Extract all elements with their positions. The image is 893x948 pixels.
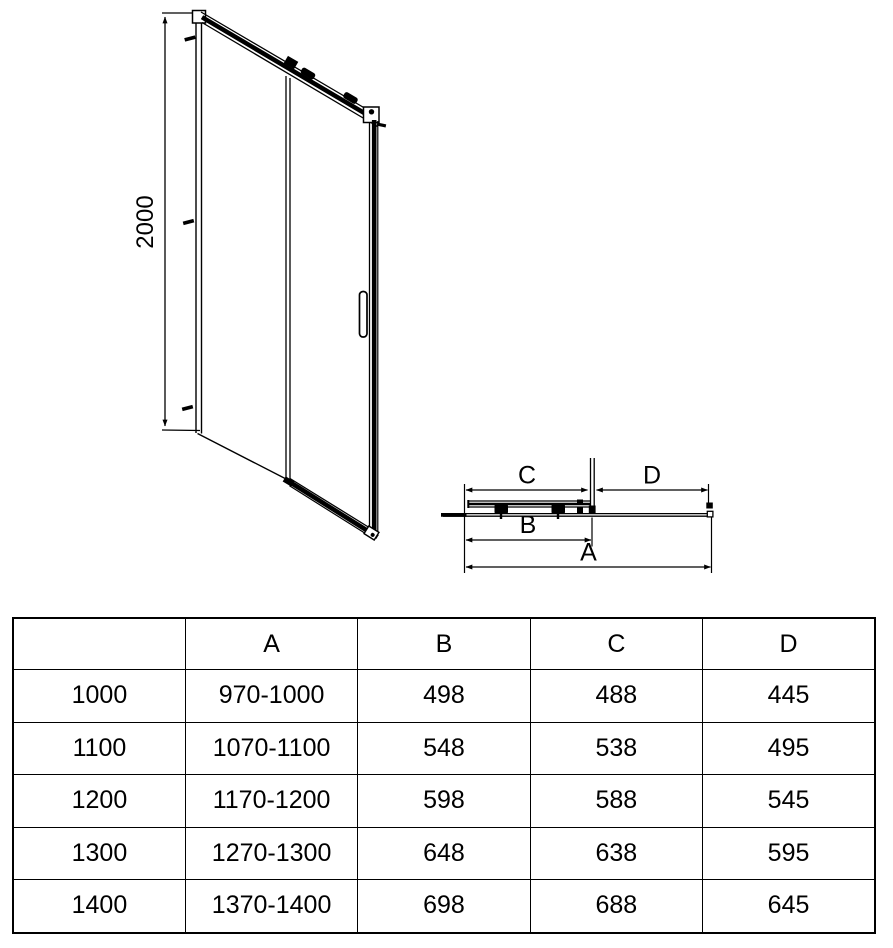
cell-a: 1270-1300 — [185, 827, 357, 880]
dimensions-table — [12, 617, 876, 934]
table-row-1100 — [13, 722, 875, 775]
cell-a: 1170-1200 — [185, 775, 357, 828]
middle-panel-divider — [283, 76, 295, 487]
plan-roller-left — [495, 505, 509, 514]
cell-c: 588 — [530, 775, 702, 828]
dimension-d — [597, 462, 708, 491]
cell-d: 645 — [703, 880, 875, 933]
wall-bracket-top — [184, 35, 196, 41]
cell-a: 970-1000 — [185, 670, 357, 723]
right-end-bracket — [706, 503, 713, 509]
header-model — [13, 618, 185, 670]
table-header-row — [13, 618, 875, 670]
plan-bracket-lower — [577, 507, 583, 513]
cell-model: 1200 — [13, 775, 185, 828]
left-stile — [193, 11, 206, 434]
table-row-1200 — [13, 775, 875, 828]
header-c: C — [530, 618, 702, 670]
plan-view-drawing — [441, 458, 713, 573]
dimension-b-label: B — [519, 511, 537, 539]
cell-a: 1070-1100 — [185, 722, 357, 775]
bottom-rail — [290, 479, 379, 540]
header-b: B — [358, 618, 530, 670]
cell-d: 445 — [703, 670, 875, 723]
cell-d: 595 — [703, 827, 875, 880]
door-handle — [360, 292, 368, 338]
cell-b: 598 — [358, 775, 530, 828]
dimension-a-label: A — [580, 538, 597, 567]
right-edge-profile — [370, 120, 378, 536]
height-dimension-label: 2000 — [132, 195, 159, 249]
table-row-1300 — [13, 827, 875, 880]
plan-glass-panel — [441, 511, 713, 517]
cell-a: 1370-1400 — [185, 880, 357, 933]
header-a: A — [185, 618, 357, 670]
cell-b: 698 — [358, 880, 530, 933]
dimension-a — [466, 539, 711, 568]
cell-c: 688 — [530, 880, 702, 933]
table-row-1000 — [13, 670, 875, 723]
cell-b: 498 — [358, 670, 530, 723]
cell-b: 548 — [358, 722, 530, 775]
plan-glass-end-cap — [707, 511, 713, 517]
table-row-1400 — [13, 880, 875, 933]
dimension-c — [466, 462, 588, 491]
cell-model: 1400 — [13, 880, 185, 933]
cell-c: 488 — [530, 670, 702, 723]
plan-roller-right — [552, 505, 566, 514]
header-d: D — [703, 618, 875, 670]
dimension-d-label: D — [642, 461, 662, 490]
front-view-drawing — [132, 11, 386, 540]
height-bottom-tick — [162, 430, 200, 431]
cell-model: 1000 — [13, 670, 185, 723]
wall-bracket-bottom — [182, 405, 194, 411]
cell-model: 1300 — [13, 827, 185, 880]
wall-mount-brackets — [182, 35, 196, 411]
bottom-edge-left-panel — [198, 434, 291, 482]
dimension-b — [466, 511, 591, 540]
dimension-c-label: C — [517, 461, 537, 490]
plan-bracket-upper — [577, 500, 583, 506]
cell-c: 538 — [530, 722, 702, 775]
cell-b: 648 — [358, 827, 530, 880]
wall-bracket-middle — [183, 219, 195, 225]
cell-d: 495 — [703, 722, 875, 775]
cell-c: 638 — [530, 827, 702, 880]
cell-model: 1100 — [13, 722, 185, 775]
cell-d: 545 — [703, 775, 875, 828]
